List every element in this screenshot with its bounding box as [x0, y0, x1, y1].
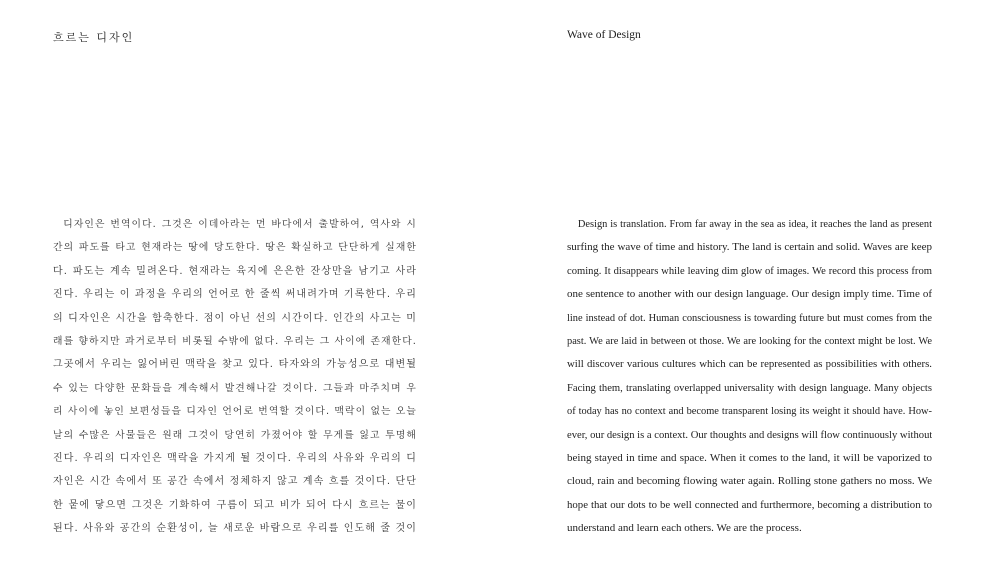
korean-text-line: 한 뭍에 닿으면 그것은 기화하여 구름이 되고 비가 되어 다시 흐르는 물이 — [53, 499, 417, 511]
korean-text-line: 진다. 우리의 디자인은 맥락을 가지게 될 것이다. 우리의 사유와 우리의 디 — [53, 453, 417, 465]
english-text-line: understand and learn each others. We are the process. — [567, 522, 802, 535]
korean-text-line: 된다. 사유와 공간의 순환성이, 늘 새로운 바람으로 우리를 인도해 줄 것이 — [53, 523, 417, 535]
english-body-text — [567, 213, 932, 541]
english-text-line: Design is translation. From far away in the sea as idea, it reaches the land as present — [577, 219, 932, 230]
english-text-line: Facing them, translating overlapped universality with design language. Many objects — [567, 382, 932, 394]
korean-text-line: 다. 파도는 계속 밀려온다. 현재라는 육지에 은은한 잔상만을 남기고 사라 — [53, 265, 417, 277]
korean-text-line: 래를 향하지만 과거로부터 비롯될 수밖에 없다. 우리는 그 사이에 존재한다. — [53, 336, 417, 348]
english-text-line: will discover various cultures which can be represented as possibilities with others. — [567, 358, 932, 371]
english-text-line: cloud, rain and becoming flowing water again. Rolling stone gathers no moss. We — [567, 475, 932, 488]
korean-text-line: 리 사이에 놓인 보편성들을 디자인 언어로 번역할 것이다. 맥락이 없는 오늘 — [53, 406, 417, 418]
korean-text-line: 진다. 우리는 이 과정을 우리의 언어로 한 줄씩 써내려가며 기록한다. 우리 — [53, 289, 417, 301]
korean-text-line: 그곳에서 우리는 잃어버린 맥락을 찾고 있다. 타자와의 가능성으로 대변될 — [53, 359, 417, 371]
english-text-line: ever, our design is a context. Our thoughts and designs will flow continuously without — [567, 429, 932, 441]
korean-title: 흐르는 디자인 — [53, 31, 135, 44]
english-text-line: of today has no context and become transparent losing its weight it should have. How- — [567, 406, 932, 418]
english-text-line: surfing the wave of time and history. The land is certain and solid. Waves are keep — [567, 241, 932, 254]
korean-text-line: 수 있는 다양한 문화들을 계속해서 발견해나갈 것이다. 그들과 마주치며 우 — [53, 382, 417, 394]
english-text-line: hope that our dots to be well connected and furthermore, becoming a distribution to — [567, 498, 932, 511]
korean-text-line: 날의 수많은 사물들은 원래 그것이 당연히 가졌어야 할 무게를 잃고 투명해 — [53, 429, 417, 441]
english-text-line: being stayed in time and space. When it comes to the land, it will be vaporized to — [567, 452, 932, 465]
korean-text-line: 의 디자인은 시간을 함축한다. 점이 아닌 선의 시간이다. 인간의 사고는 미 — [53, 312, 417, 324]
korean-body-text — [53, 213, 417, 541]
english-text-line: line instead of dot. Human consciousness is towarding future but must comes from the — [567, 312, 932, 324]
korean-text-line: 간의 파도를 타고 현재라는 땅에 당도한다. 땅은 확실하고 단단하게 실재한 — [53, 242, 417, 254]
right-page — [500, 0, 1000, 579]
english-text-line: one sentence to another with our design language. Our design imply time. Time of — [567, 288, 932, 301]
english-title: Wave of Design — [567, 29, 641, 41]
korean-text-line: 디자인은 번역이다. 그것은 이데아라는 먼 바다에서 출발하여, 역사와 시 — [63, 219, 417, 230]
korean-text-line: 자인은 시간 속에서 또 공간 속에서 정체하지 않고 계속 흐를 것이다. 단단 — [53, 476, 417, 488]
english-text-line: past. We are laid in between ot those. We are looking for the context might be lost. We — [567, 336, 932, 348]
english-text-line: coming. It disappears while leaving dim glow of images. We record this process from — [567, 265, 932, 277]
